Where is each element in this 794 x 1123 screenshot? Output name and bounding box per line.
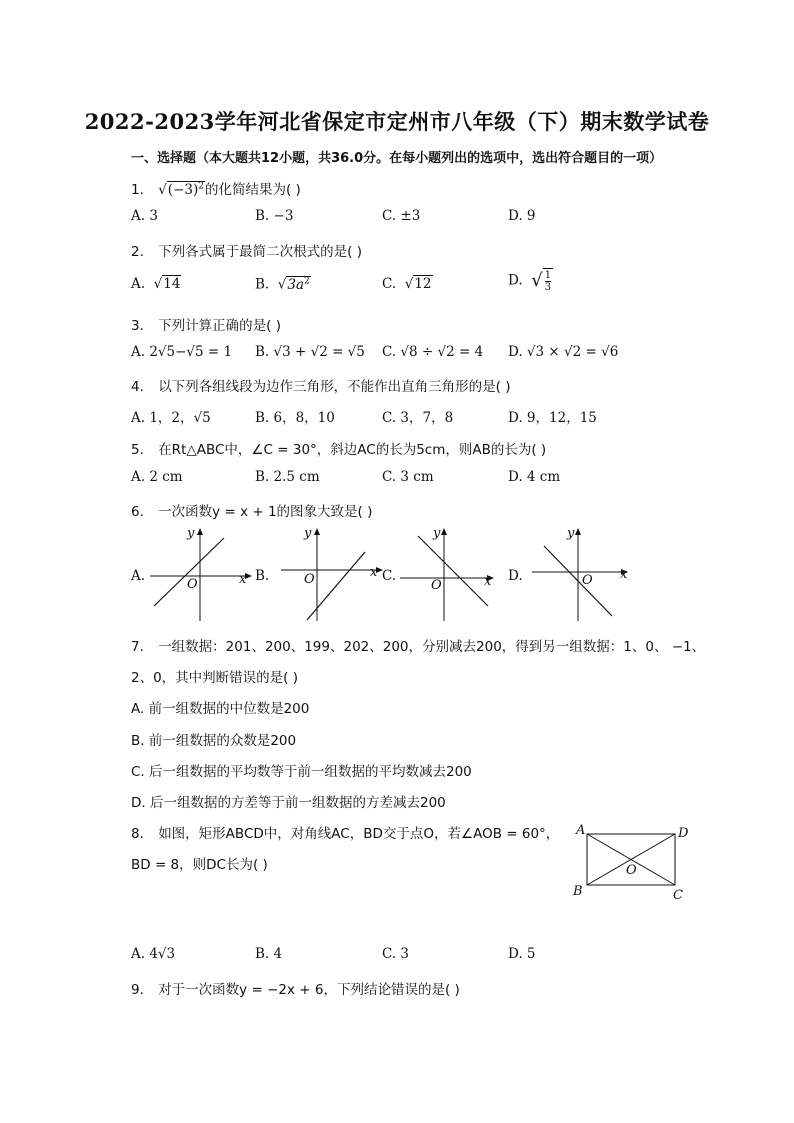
q3-option-a[interactable]: A. 2√5−√5 = 1 [131, 344, 233, 360]
q4-option-b[interactable]: B. 6，8，10 [255, 410, 335, 426]
q3-option-c[interactable]: C. √8 ÷ √2 = 4 [382, 344, 484, 360]
question-8-line-2: BD = 8，则DC长为( ) [131, 857, 268, 873]
vertex-o-label: O [626, 863, 637, 878]
q7-option-d[interactable]: D. 后一组数据的方差等于前一组数据的方差减去200 [131, 795, 446, 811]
q7-option-a[interactable]: A. 前一组数据的中位数是200 [131, 701, 310, 717]
q4-option-c[interactable]: C. 3，7，8 [382, 410, 454, 426]
q6-option-d[interactable]: D. [508, 568, 523, 584]
question-text: 在Rt△ABC中，∠C = 30°，斜边AC的长为5cm，则AB的长为( ) [158, 442, 547, 458]
page-title: 2022-2023学年河北省保定市定州市八年级（下）期末数学试卷 [84, 109, 710, 134]
option-letter: A. [131, 276, 146, 292]
question-text: 一组数据：201、200、199、202、200，分别减去200，得到另一组数据：1、0、 −1、 [158, 639, 706, 655]
q2-a-radicand: 14 [163, 276, 181, 292]
q2-b-radicand: 3a [287, 276, 305, 293]
axis-x-label: x [239, 572, 247, 587]
q2-d-denominator: 3 [544, 282, 552, 293]
question-text: 一次函数y = x + 1的图象大致是( ) [158, 504, 373, 520]
question-9 [131, 978, 460, 998]
question-5 [131, 438, 546, 458]
q8-option-a[interactable]: A. 4√3 [131, 946, 176, 962]
axis-y-label: y [304, 526, 312, 541]
question-number: 7. [131, 639, 144, 655]
question-number: 4. [131, 379, 144, 395]
question-number: 5. [131, 442, 144, 458]
axis-x-label: x [370, 565, 378, 580]
origin-label: O [582, 573, 593, 588]
question-number: 3. [131, 318, 144, 334]
axis-y-label: y [433, 526, 441, 541]
origin-label: O [431, 578, 442, 593]
vertex-b-label: B [573, 884, 583, 899]
question-text: 如图，矩形ABCD中，对角线AC，BD交于点O，若∠AOB = 60°， [158, 826, 560, 842]
q8-option-b[interactable]: B. 4 [255, 946, 283, 962]
axis-y-label: y [187, 526, 195, 541]
question-text: 下列计算正确的是( ) [158, 318, 282, 334]
q2-option-a[interactable]: A. √14 [131, 276, 181, 292]
question-text: 对于一次函数y = −2x + 6，下列结论错误的是( ) [158, 982, 460, 998]
axis-x-label: x [484, 574, 492, 589]
axis-y-label: y [567, 526, 575, 541]
question-number: 8. [131, 826, 144, 842]
question-8 [131, 822, 559, 842]
q6-graph-c [398, 524, 498, 624]
question-4 [131, 375, 511, 395]
q1-option-c[interactable]: C. ±3 [382, 208, 421, 224]
vertex-d-label: D [678, 826, 689, 841]
q1-radicand: (−3) [167, 182, 199, 198]
option-letter: C. [382, 276, 397, 292]
q1-option-a[interactable]: A. 3 [131, 208, 158, 224]
question-text: 以下列各组线段为边作三角形，不能作出直角三角形的是( ) [158, 379, 511, 395]
q6-graph-d [528, 524, 632, 624]
q6-option-c[interactable]: C. [382, 568, 397, 584]
option-letter: D. [508, 272, 523, 289]
q6-option-b[interactable]: B. [255, 568, 270, 584]
origin-label: O [304, 572, 315, 587]
q3-option-b[interactable]: B. √3 + √2 = √5 [255, 344, 365, 360]
q1-exponent: 2 [198, 181, 204, 192]
question-1: 1. $√(-3)^2$的化简结果为( ) [131, 181, 301, 198]
q8-option-d[interactable]: D. 5 [508, 946, 536, 962]
q2-b-exponent: 2 [304, 276, 310, 286]
q1-option-b[interactable]: B. −3 [255, 208, 294, 224]
question-7-line-2: 2、0，其中判断错误的是( ) [131, 670, 299, 686]
q5-option-a[interactable]: A. 2 cm [131, 469, 183, 485]
question-number: 2. [131, 244, 144, 260]
question-text: 的化简结果为( ) [204, 182, 301, 198]
axis-x-label: x [620, 567, 628, 582]
q7-option-b[interactable]: B. 前一组数据的众数是200 [131, 733, 297, 749]
vertex-a-label: A [576, 823, 586, 838]
q5-option-c[interactable]: C. 3 cm [382, 469, 434, 485]
question-number: 6. [131, 504, 144, 520]
q4-option-d[interactable]: D. 9，12，15 [508, 410, 597, 426]
q7-option-c[interactable]: C. 后一组数据的平均数等于前一组数据的平均数减去200 [131, 764, 472, 780]
q3-option-d[interactable]: D. √3 × √2 = √6 [508, 344, 619, 360]
origin-label: O [187, 577, 198, 592]
q2-option-c[interactable]: C. √12 [382, 276, 432, 292]
q5-option-b[interactable]: B. 2.5 cm [255, 469, 320, 485]
q2-option-d[interactable]: D. √ $\frac{1}{3}$ [508, 270, 552, 293]
q6-option-a[interactable]: A. [131, 568, 146, 584]
question-6 [131, 500, 372, 520]
q2-c-radicand: 12 [414, 276, 432, 292]
question-3 [131, 314, 281, 334]
q8-option-c[interactable]: C. 3 [382, 946, 410, 962]
question-number: 1. [131, 182, 144, 198]
section-heading: 一、选择题（本大题共12小题，共36.0分。在每小题列出的选项中，选出符合题目的一项） [131, 151, 663, 166]
vertex-c-label: C [673, 888, 683, 903]
q2-option-b[interactable]: B. $√3a^2$ [255, 276, 310, 293]
q8-rectangle-figure [586, 833, 678, 887]
q4-option-a[interactable]: A. 1，2，√5 [131, 410, 211, 426]
q5-option-d[interactable]: D. 4 cm [508, 469, 561, 485]
option-letter: B. [255, 276, 270, 293]
q2-d-numerator: 1 [544, 270, 552, 281]
question-text: 下列各式属于最简二次根式的是( ) [158, 244, 363, 260]
q1-option-d[interactable]: D. 9 [508, 208, 536, 224]
question-number: 9. [131, 982, 144, 998]
question-2 [131, 240, 362, 260]
question-7 [131, 635, 705, 655]
